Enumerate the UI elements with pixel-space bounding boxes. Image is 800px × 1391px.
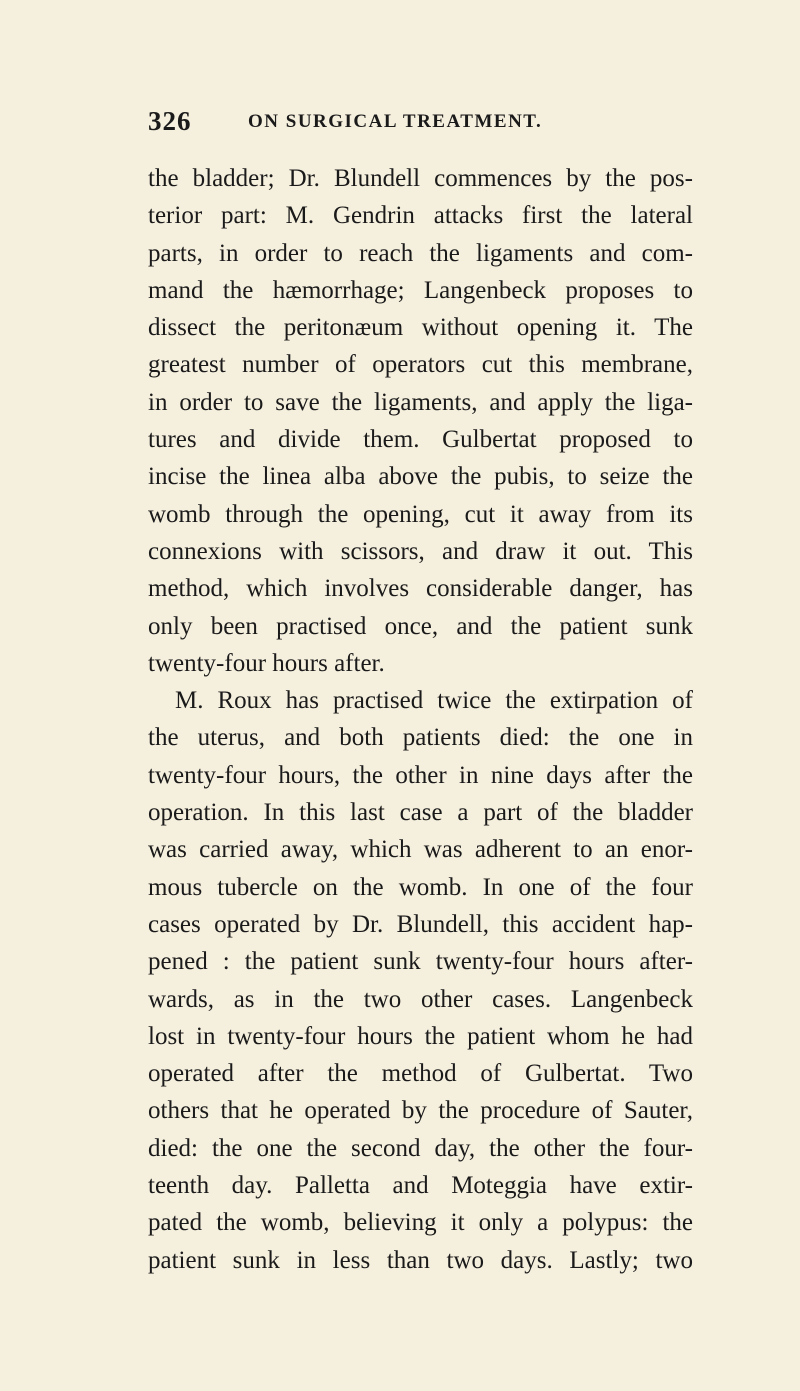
text-line: teenth day. Palletta and Moteggia have extir- [148,1172,693,1200]
text-line: lost in twenty-four hours the patient whom he had [148,1022,693,1050]
text-line: incise the linea alba above the pubis, to seize the [148,463,693,491]
text-line: mand the hæmorrhage; Langenbeck proposes to [148,276,693,304]
text-line: dissect the peritonæum without opening it. The [148,314,693,342]
text-line: greatest number of operators cut this membrane, [148,351,693,379]
page-header [148,106,688,142]
text-line: the bladder; Dr. Blundell commences by the pos- [148,165,693,192]
text-line: patient sunk in less than two days. Lastly; two [148,1246,693,1274]
body-text [148,160,693,1279]
text-line: parts, in order to reach the ligaments and com- [148,239,693,267]
text-line: was carried away, which was adherent to an enor- [148,836,693,864]
text-line: operation. In this last case a part of the bladder [148,799,693,827]
text-line: method, which involves considerable danger, has [148,575,693,603]
text-line: only been practised once, and the patient sunk [148,612,693,640]
text-line: connexions with scissors, and draw it out. This [148,537,693,565]
text-line: others that he operated by the procedure of Sauter, [148,1097,693,1125]
text-line: terior part: M. Gendrin attacks first the lateral [148,202,693,230]
text-line: the uterus, and both patients died: the one in [148,724,693,752]
text-line: in order to save the ligaments, and apply the liga- [148,388,693,416]
text-line: womb through the opening, cut it away from its [148,500,693,528]
text-line: twenty-four hours after. [148,649,385,677]
text-line: M. Roux has practised twice the extirpation of [175,687,693,715]
text-line: pened : the patient sunk twenty-four hours after- [148,948,693,976]
page-number: 326 [148,106,192,136]
text-line: operated after the method of Gulbertat. Two [148,1060,693,1088]
text-line: wards, as in the two other cases. Langenbeck [148,985,693,1013]
text-line: mous tubercle on the womb. In one of the four [148,873,693,901]
text-line: tures and divide them. Gulbertat proposed to [148,426,693,454]
text-line: cases operated by Dr. Blundell, this accident hap- [148,910,693,938]
text-line: twenty-four hours, the other in nine days after the [148,761,693,789]
running-head: ON SURGICAL TREATMENT. [248,111,543,132]
text-line: died: the one the second day, the other the four- [148,1134,693,1162]
text-line: pated the womb, believing it only a polypus: the [148,1209,693,1237]
